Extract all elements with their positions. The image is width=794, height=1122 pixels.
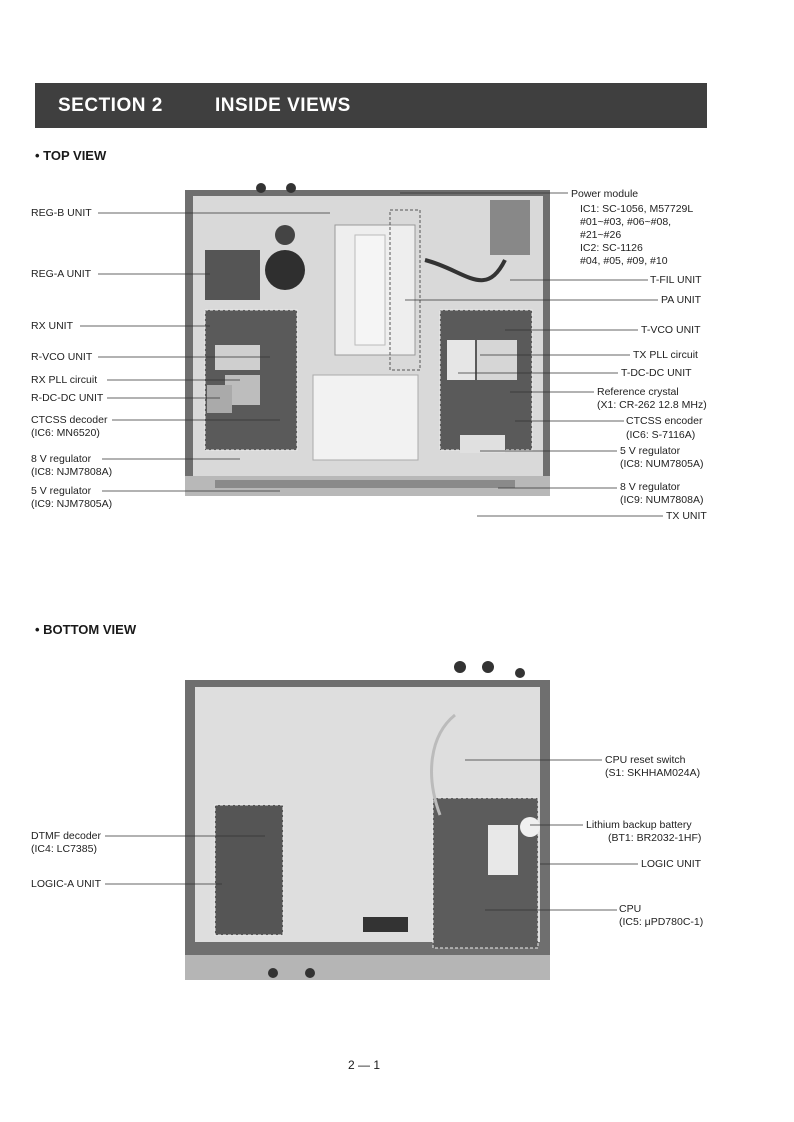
label-reference-crystal-part: (X1: CR-262 12.8 MHz) — [597, 399, 707, 411]
label-t-vco-unit: T-VCO UNIT — [641, 324, 701, 336]
label-8v-regulator-tx: 8 V regulator — [620, 481, 681, 493]
label-8v-regulator-ic: (IC8: NJM7808A) — [31, 466, 113, 478]
label-8v-regulator-tx-ic: (IC9: NUM7808A) — [620, 494, 704, 506]
label-dtmf-decoder: DTMF decoder — [31, 830, 102, 842]
label-power-module-ic1-list-b: #21~#26 — [580, 229, 622, 241]
label-5v-regulator-ic: (IC9: NJM7805A) — [31, 498, 113, 510]
label-lithium-battery-part: (BT1: BR2032-1HF) — [608, 832, 702, 844]
label-t-dc-dc-unit: T-DC-DC UNIT — [621, 367, 692, 379]
bottom-view-heading: • BOTTOM VIEW — [35, 622, 137, 637]
label-power-module-ic2: IC2: SC-1126 — [580, 242, 643, 254]
label-8v-regulator: 8 V regulator — [31, 453, 92, 465]
section-title: INSIDE VIEWS — [215, 95, 351, 116]
label-cpu-ic: (IC5: μPD780C-1) — [619, 916, 704, 928]
label-5v-regulator-tx-ic: (IC8: NUM7805A) — [620, 458, 704, 470]
label-ctcss-decoder: CTCSS decoder — [31, 414, 108, 426]
page-number: 2 — 1 — [348, 1058, 381, 1072]
label-r-dc-dc-unit: R-DC-DC UNIT — [31, 392, 104, 404]
label-rx-unit: RX UNIT — [31, 320, 73, 332]
section-number: SECTION 2 — [58, 95, 163, 116]
label-power-module-ic1-list-a: #01~#03, #06~#08, — [580, 216, 672, 228]
label-reg-a-unit: REG-A UNIT — [31, 268, 92, 280]
label-lithium-battery: Lithium backup battery — [586, 819, 692, 831]
label-ctcss-encoder-ic: (IC6: S-7116A) — [626, 429, 696, 441]
label-power-module-ic1: IC1: SC-1056, M57729L — [580, 203, 694, 215]
label-logic-a-unit: LOGIC-A UNIT — [31, 878, 102, 890]
label-ctcss-encoder: CTCSS encoder — [626, 415, 703, 427]
label-tx-unit: TX UNIT — [666, 510, 707, 522]
label-ctcss-decoder-ic: (IC6: MN6520) — [31, 427, 100, 439]
label-rx-pll-circuit: RX PLL circuit — [31, 374, 98, 386]
label-cpu-reset-switch: CPU reset switch — [605, 754, 686, 766]
label-dtmf-decoder-ic: (IC4: LC7385) — [31, 843, 97, 855]
label-t-fil-unit: T-FIL UNIT — [650, 274, 702, 286]
label-reference-crystal: Reference crystal — [597, 386, 679, 398]
label-power-module-ic2-list: #04, #05, #09, #10 — [580, 255, 668, 267]
label-cpu: CPU — [619, 903, 642, 915]
label-pa-unit: PA UNIT — [661, 294, 702, 306]
label-tx-pll-circuit: TX PLL circuit — [633, 349, 698, 361]
label-power-module: Power module — [571, 188, 639, 200]
top-view-heading: • TOP VIEW — [35, 148, 107, 163]
label-cpu-reset-switch-part: (S1: SKHHAM024A) — [605, 767, 701, 779]
label-5v-regulator-tx: 5 V regulator — [620, 445, 681, 457]
label-reg-b-unit: REG-B UNIT — [31, 207, 92, 219]
label-r-vco-unit: R-VCO UNIT — [31, 351, 93, 363]
label-5v-regulator: 5 V regulator — [31, 485, 92, 497]
label-logic-unit: LOGIC UNIT — [641, 858, 702, 870]
